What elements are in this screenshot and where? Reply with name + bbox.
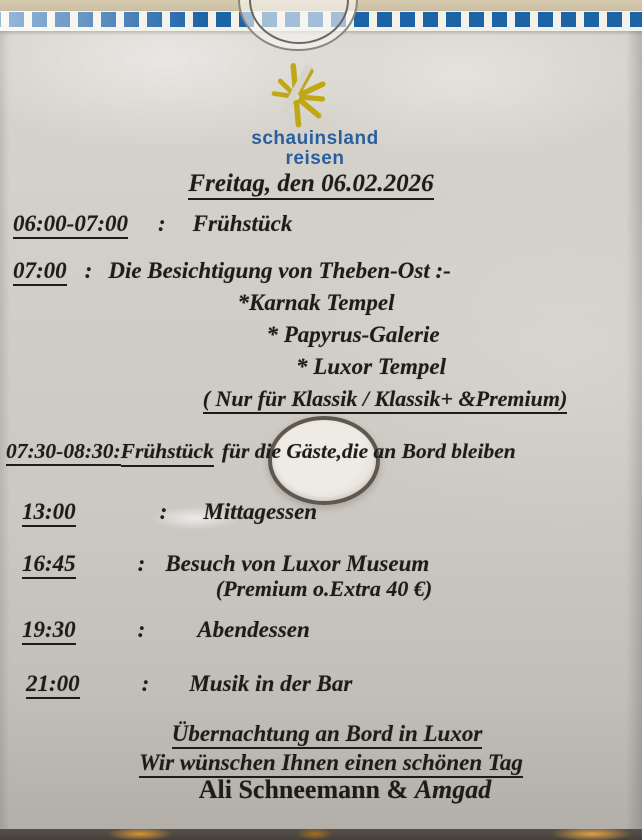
date-heading [0, 170, 632, 198]
time-label: 13:00 [22, 499, 76, 527]
schedule-row-museum [22, 551, 429, 576]
separator-colon: : [137, 551, 146, 576]
time-label: 07:30-08:30: [6, 439, 121, 466]
brand-name-line2: reisen [285, 148, 345, 169]
schedule-row-late-breakfast [6, 440, 516, 467]
excursion-note [64, 387, 642, 411]
time-label: 16:45 [22, 551, 76, 579]
brand-name-line1: schauinsland [251, 128, 379, 149]
excursion-item-karnak: *Karnak Tempel [237, 290, 395, 315]
event-label: Mittagessen [203, 499, 318, 524]
footer-overnight-line [6, 721, 642, 746]
museum-price-note: (Premium o.Extra 40 €) [215, 576, 433, 601]
schedule-row-excursion [13, 258, 451, 283]
footer-wish-text: Wir wünschen Ihnen einen schönen Tag [139, 750, 523, 778]
event-label: Frühstück [192, 211, 293, 236]
event-label: Besuch von Luxor Museum [165, 551, 430, 576]
event-label: Musik in der Bar [189, 671, 353, 696]
separator-colon: : [157, 211, 166, 236]
schedule-row-breakfast [13, 211, 292, 236]
schedule-row-music [26, 671, 352, 696]
separator-colon: : [137, 617, 146, 642]
separator-colon: : [84, 258, 93, 283]
date-heading-text: Freitag, den 06.02.2026 [188, 170, 433, 200]
time-label: 06:00-07:00 [13, 211, 128, 239]
bottom-shelf-strip [0, 829, 642, 840]
time-label: 07:00 [13, 258, 67, 286]
time-label: 21:00 [26, 671, 80, 699]
event-label: für die Gäste,die an Bord bleiben [221, 439, 516, 463]
separator-colon: : [159, 499, 168, 524]
footer-overnight-text: Übernachtung an Bord in Luxor [172, 721, 483, 749]
signature-names: Ali Schneemann & [198, 775, 409, 804]
schedule-row-lunch [22, 499, 317, 524]
signature-line [24, 776, 642, 805]
event-label-underlined: Frühstück [121, 440, 214, 467]
event-label: Abendessen [197, 617, 310, 642]
event-label: Die Besichtigung von Theben-Ost :- [108, 258, 451, 283]
signature-name-amgad: Amgad [414, 775, 492, 804]
footer-wish-line [10, 750, 642, 775]
separator-colon: : [141, 671, 150, 696]
schedule-row-dinner [22, 617, 310, 642]
time-label: 19:30 [22, 617, 76, 645]
excursion-note-text: ( Nur für Klassik / Klassik+ &Premium) [203, 386, 568, 414]
excursion-item-luxor: * Luxor Tempel [296, 354, 446, 379]
excursion-item-papyrus: * Papyrus-Galerie [266, 322, 440, 347]
